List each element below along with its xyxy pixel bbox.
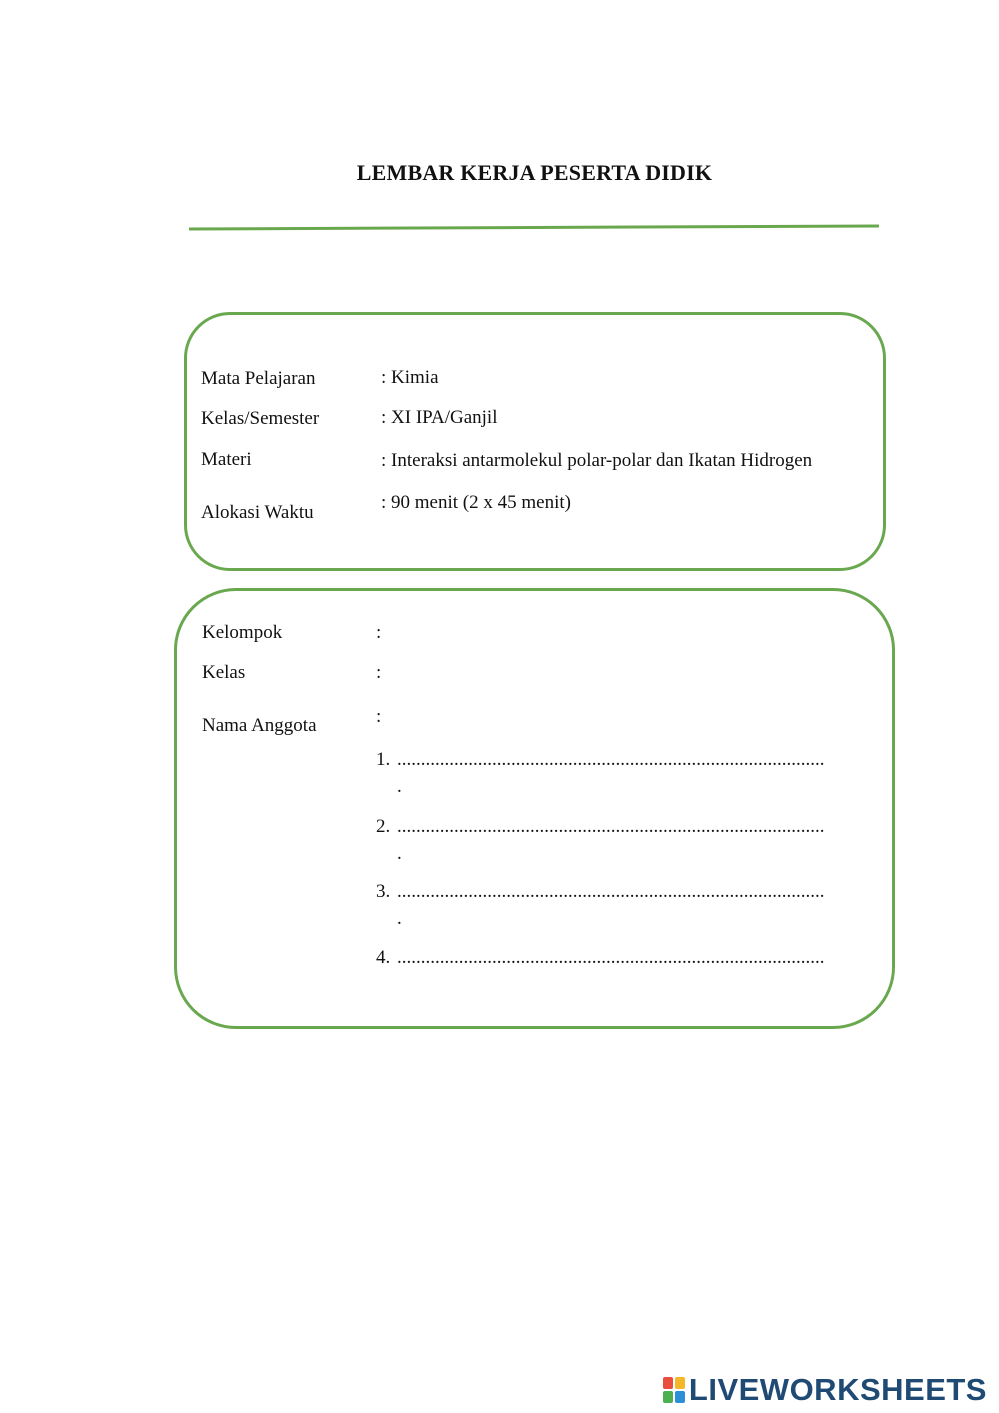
member-number: 3. <box>376 881 391 902</box>
class-semester-value: : XI IPA/Ganjil <box>381 407 498 428</box>
document-title: LEMBAR KERJA PESERTA DIDIK <box>356 160 713 185</box>
members-colon: : <box>376 706 382 727</box>
class-label: Kelas <box>202 662 246 683</box>
class-colon: : <box>376 662 382 683</box>
member-dotted-line[interactable]: .......................................................................................... <box>397 882 825 901</box>
member-number: 1. <box>376 749 391 770</box>
member-dotted-tail: . <box>397 843 402 864</box>
group-colon: : <box>376 622 382 643</box>
material-value: : Interaksi antarmolekul polar-polar dan Ikatan Hidrogen <box>381 450 813 471</box>
subject-value: : Kimia <box>381 367 439 388</box>
member-dotted-line[interactable]: .......................................................................................... <box>397 948 825 967</box>
time-allocation-value: : 90 menit (2 x 45 menit) <box>381 492 571 513</box>
time-allocation-label: Alokasi Waktu <box>201 502 314 523</box>
class-semester-label: Kelas/Semester <box>201 408 320 429</box>
member-dotted-tail: . <box>397 776 402 797</box>
member-number: 4. <box>376 947 391 968</box>
watermark-text: LIVEWORKSHEETS <box>688 1372 987 1407</box>
member-dotted-tail: . <box>397 908 402 929</box>
subject-info-box <box>184 312 886 571</box>
group-label: Kelompok <box>202 622 283 643</box>
members-label: Nama Anggota <box>202 715 317 736</box>
liveworksheets-watermark <box>663 1374 987 1406</box>
subject-label: Mata Pelajaran <box>201 368 316 389</box>
member-number: 2. <box>376 816 391 837</box>
title-divider <box>0 0 999 260</box>
member-dotted-line[interactable]: .......................................................................................... <box>397 817 825 836</box>
member-dotted-line[interactable]: .......................................................................................... <box>397 750 825 769</box>
liveworksheets-logo-icon <box>663 1377 685 1403</box>
material-label: Materi <box>201 449 252 470</box>
